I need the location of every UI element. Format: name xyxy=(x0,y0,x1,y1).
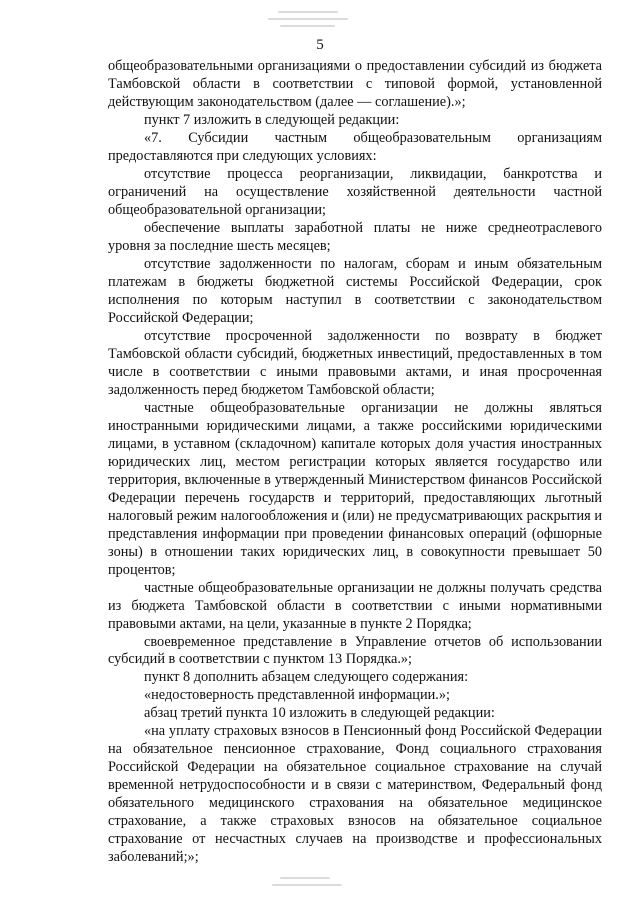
page-number: 5 xyxy=(316,37,324,53)
paragraph: обеспечение выплаты заработной платы не ниже среднеотраслевого уровня за последние шесть месяцев; xyxy=(108,219,602,254)
paragraph: «недостоверность представленной информации.»; xyxy=(144,687,450,704)
faint-stamp-bottom xyxy=(250,872,360,900)
faint-stamp-top xyxy=(250,6,360,34)
paragraph: общеобразовательными организациями о предоставлении субсидий из бюджета Тамбовской области в соответствии с типовой формой, установленной действующим законодательством (далее — соглашение).»; xyxy=(108,58,602,110)
paragraph: отсутствие задолженности по налогам, сборам и иным обязательным платежам в бюджеты бюджетной системы Российской Федерации, срок исполнения по которым наступил в соответствии с законодательством Российской Федерации; xyxy=(108,255,602,326)
paragraph: частные общеобразовательные организации не должны являться иностранными юридическими лицами, а также российскими юридическими лицами, в уставном (складочном) капитале которых доля участия иностранных юридических лиц, местом регистрации которых является государство или территория, включенные в утвержденный Министерством финансов Российской Федерации перечень государств и территорий, предоставляющих льготный налоговый режим налогообложения и (или) не предусматривающих раскрытия и представления информации при проведении финансовых операций (офшорные зоны) в отношении таких юридических лиц, в совокупности превышает 50 процентов; xyxy=(108,399,602,578)
paragraph: отсутствие просроченной задолженности по возврату в бюджет Тамбовской области субсидий, бюджетных инвестиций, предоставленных в том числе в соответствии с иными правовыми актами, и иная просроченная задолженность перед бюджетом Тамбовской области; xyxy=(108,327,602,398)
paragraph: абзац третий пункта 10 изложить в следующей редакции: xyxy=(144,705,495,722)
paragraph: «на уплату страховых взносов в Пенсионный фонд Российской Федерации на обязательное пенсионное страхование, Фонд социального страхования Российской Федерации на обязательное социальное страхование на случай временной нетрудоспособности и в связи с материнством, Федеральный фонд обязательного медицинского страхования на обязательное медицинское страхование, а также страховых взносов на обязательное социальное страхование от несчастных случаев на производстве и профессиональных заболеваний;»; xyxy=(108,723,602,866)
paragraph: частные общеобразовательные организации не должны получать средства из бюджета Тамбовской области в соответствии с иными нормативными правовыми актами, на цели, указанные в пункте 2 Порядка; xyxy=(108,579,602,632)
paragraph: пункт 8 дополнить абзацем следующего содержания: xyxy=(144,669,469,686)
paragraph: отсутствие процесса реорганизации, ликвидации, банкротства и ограничений на осуществление хозяйственной деятельности частной общеобразовательной организации; xyxy=(108,165,602,218)
paragraph: пункт 7 изложить в следующей редакции: xyxy=(144,111,400,128)
paragraph: своевременное представление в Управление отчетов об использовании субсидий в соответствии с пунктом 13 Порядка.»; xyxy=(108,633,602,668)
document-body xyxy=(108,58,602,867)
paragraph: «7. Субсидии частным общеобразовательным организациям предоставляются при следующих условиях: xyxy=(108,129,602,164)
